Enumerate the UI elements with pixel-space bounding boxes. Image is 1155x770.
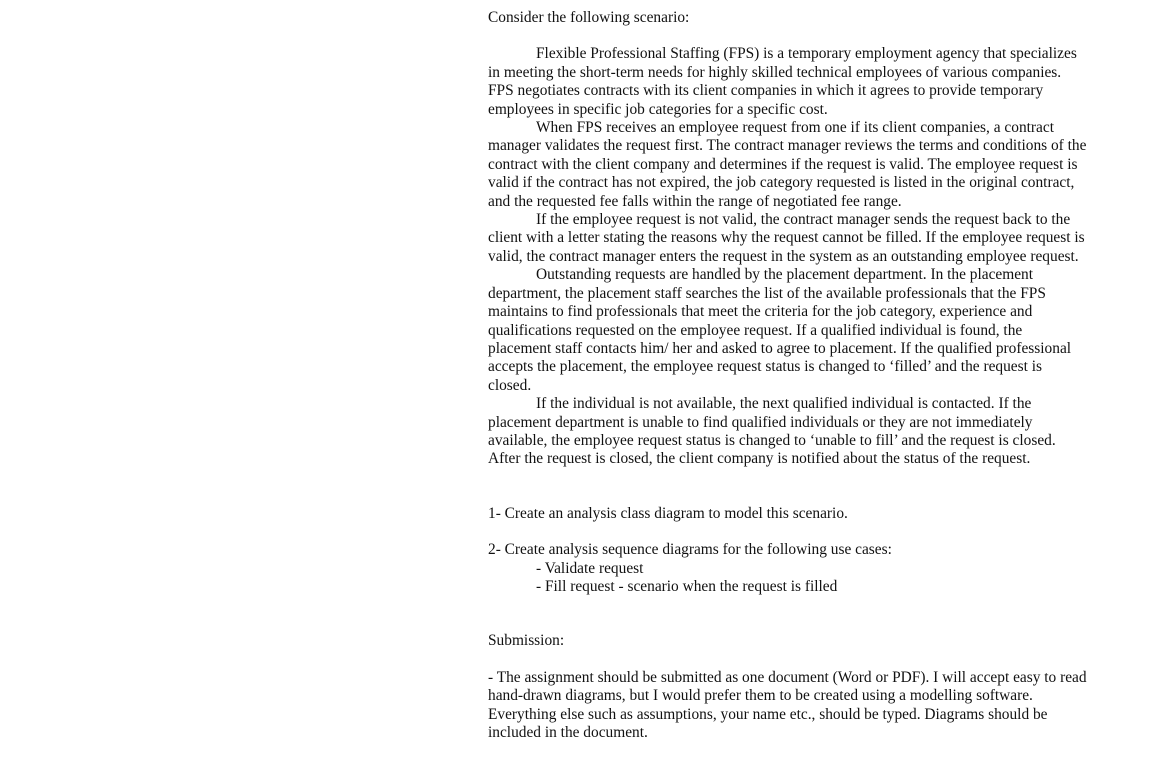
scenario-line: employees in specific job categories for a specific cost.	[488, 100, 828, 118]
spacer	[488, 469, 1118, 505]
scenario-line: FPS negotiates contracts with its client companies in which it agrees to provide temporary	[488, 82, 1044, 100]
scenario-paragraph-5	[488, 395, 1118, 469]
scenario-paragraph-4	[488, 266, 1118, 395]
scenario-line: and the requested fee falls within the range of negotiated fee range.	[488, 192, 902, 210]
scenario-line: department, the placement staff searches the list of the available professionals that the FPS	[488, 284, 1046, 302]
scenario-line: manager validates the request first. The contract manager reviews the terms and conditions of the	[488, 137, 1087, 155]
scenario-line: client with a letter stating the reasons why the request cannot be filled. If the employee request is	[488, 229, 1085, 247]
task-2-item-fill: - Fill request - scenario when the request is filled	[536, 577, 838, 595]
scenario-line: closed.	[488, 376, 532, 394]
scenario-line: Flexible Professional Staffing (FPS) is a temporary employment agency that specializes	[536, 45, 1077, 63]
scenario-line: qualifications requested on the employee request. If a qualified individual is found, the	[488, 321, 1023, 339]
scenario-line: in meeting the short-term needs for highly skilled technical employees of various companies.	[488, 63, 1062, 81]
scenario-line: placement department is unable to find qualified individuals or they are not immediately	[488, 413, 1033, 431]
task-1: 1- Create an analysis class diagram to model this scenario.	[488, 504, 848, 522]
scenario-line: maintains to find professionals that meet the criteria for the job category, experience and	[488, 303, 1033, 321]
submission-text	[488, 669, 1118, 743]
assignment-document	[488, 9, 1118, 742]
scenario-line: available, the employee request status is changed to ‘unable to fill’ and the request is closed.	[488, 431, 1056, 449]
scenario-line: When FPS receives an employee request from one if its client companies, a contract	[536, 119, 1054, 137]
scenario-line: If the employee request is not valid, the contract manager sends the request back to the	[536, 211, 1071, 229]
submission-line: hand-drawn diagrams, but I would prefer them to be created using a modelling software.	[488, 687, 1033, 705]
scenario-paragraph-3	[488, 211, 1118, 266]
submission-title: Submission:	[488, 632, 565, 650]
scenario-line: If the individual is not available, the next qualified individual is contacted. If the	[536, 395, 1032, 413]
scenario-line: contract with the client company and determines if the request is valid. The employee request is	[488, 155, 1078, 173]
scenario-line: Outstanding requests are handled by the placement department. In the placement	[536, 266, 1034, 284]
scenario-paragraph-2	[488, 119, 1118, 211]
scenario-line: valid, the contract manager enters the request in the system as an outstanding employee request.	[488, 247, 1079, 265]
task-2-item-validate: - Validate request	[536, 559, 644, 577]
submission-line: Everything else such as assumptions, your name etc., should be typed. Diagrams should be	[488, 705, 1048, 723]
scenario-line: valid if the contract has not expired, the job category requested is listed in the original contract,	[488, 174, 1075, 192]
scenario-line: After the request is closed, the client company is notified about the status of the request.	[488, 450, 1031, 468]
submission-line: - The assignment should be submitted as one document (Word or PDF). I will accept easy to read	[488, 668, 1087, 686]
scenario-line: placement staff contacts him/ her and asked to agree to placement. If the qualified professional	[488, 339, 1072, 357]
submission-line: included in the document.	[488, 724, 648, 741]
task-2	[488, 541, 1118, 596]
scenario-line: accepts the placement, the employee request status is changed to ‘filled’ and the request is	[488, 358, 1043, 376]
spacer	[488, 596, 1118, 632]
scenario-section	[488, 45, 1118, 468]
task-2-heading: 2- Create analysis sequence diagrams for the following use cases:	[488, 541, 892, 559]
intro-line: Consider the following scenario:	[488, 9, 690, 26]
scenario-paragraph-1	[488, 45, 1118, 119]
